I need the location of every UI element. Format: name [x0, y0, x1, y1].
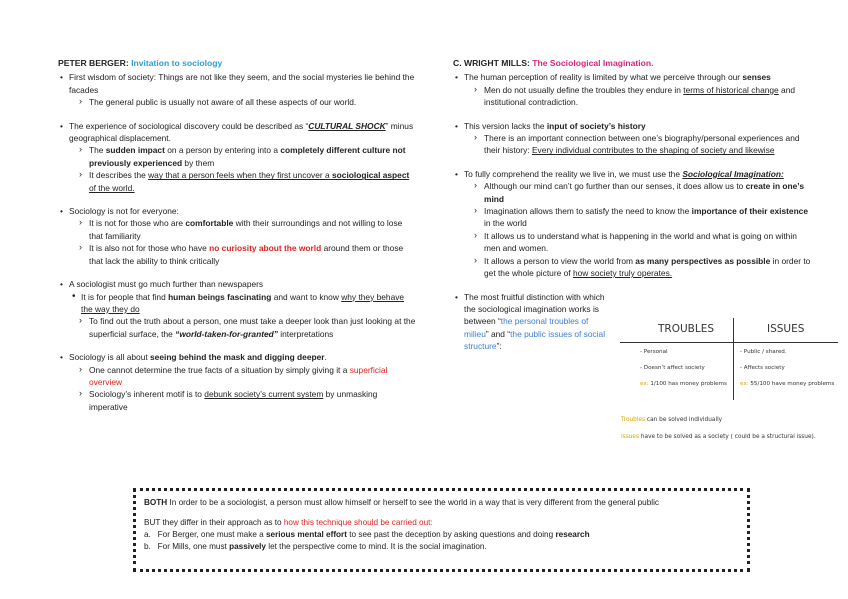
point-a: a. For Berger, one must make a serious mental effort to see past the deception by asking questions and doing research	[144, 530, 590, 539]
list-item: › Although our mind can’t go further than our senses, it does allow us to create in one’s mind	[453, 180, 811, 205]
list-item: • This version lacks the input of society’s history	[453, 120, 811, 132]
mills-section	[453, 57, 811, 353]
troubles-header: TROUBLES	[658, 323, 715, 335]
mills-title: C. WRIGHT MILLS: The Sociological Imagination.	[453, 58, 654, 68]
list-item: • To fully comprehend the reality we live in, we must use the Sociological Imagination:	[453, 168, 811, 180]
list-item: • The experience of sociological discovery could be described as “CULTURAL SHOCK” minus geographical displacement.	[58, 120, 416, 145]
table-divider	[733, 318, 734, 400]
list-item: • Sociology is not for everyone:	[58, 205, 416, 217]
list-item: › It is not for those who are comfortable with their surroundings and not willing to lose that familiarity	[58, 217, 416, 242]
list-item: › It allows a person to view the world from as many perspectives as possible in order to get the whole picture of how society truly operates.	[453, 255, 811, 280]
issues-item: - Public / shared.	[740, 349, 787, 355]
berger-title: PETER BERGER: Invitation to sociology	[58, 58, 223, 68]
list-item: › To find out the truth about a person, one must take a deeper look than just looking at the superficial surface, the “world-taken-for-granted” interpretations	[58, 315, 416, 340]
list-item: › There is an important connection between one’s biography/personal experiences and their history: Every individual contributes to the shaping of society and likewise	[453, 132, 811, 157]
comparison-box	[133, 488, 750, 572]
list-item: • It is for people that find human beings fascinating and want to know why they behave the way they do	[58, 291, 416, 316]
list-item: • The most fruitful distinction with which the sociological imagination works is between “the personal troubles of milieu” and “the public issues of social structure”:	[453, 291, 611, 353]
issues-item: - Affects society	[740, 365, 785, 371]
list-item: › Imagination allows them to satisfy the need to know the importance of their existence in the world	[453, 205, 811, 230]
troubles-item: - Doesn’t affect society	[640, 365, 705, 371]
berger-book-title: Invitation to sociology	[131, 58, 223, 68]
list-item: • Sociology is all about seeing behind the mask and digging deeper.	[58, 351, 416, 363]
list-item: › The general public is usually not aware of all these aspects of our world.	[58, 96, 416, 108]
troubles-example: ex: 1/100 has money problems	[640, 381, 727, 387]
troubles-issues-table	[612, 318, 838, 406]
list-item: • The human perception of reality is limited by what we perceive through our senses	[453, 71, 811, 83]
both-line: BOTH In order to be a sociologist, a person must allow himself or herself to see the world in a way that is very different from the general public	[144, 498, 660, 507]
list-item: › The sudden impact on a person by entering into a completely different culture not previously experienced by them	[58, 144, 416, 169]
list-item: › It describes the way that a person feels when they first uncover a sociological aspect of the world.	[58, 169, 416, 194]
mills-book-title: The Sociological Imagination.	[532, 58, 654, 68]
troubles-item: - Personal	[640, 349, 668, 355]
troubles-note: Troubles can be solved individually	[621, 417, 723, 423]
issues-header: ISSUES	[767, 323, 805, 335]
list-item: • First wisdom of society: Things are not like they seem, and the social mysteries lie behind the facades	[58, 71, 416, 96]
but-line: BUT they differ in their approach as to how this technique should be carried out:	[144, 518, 433, 527]
issues-example: ex: 55/100 have money problems	[740, 381, 835, 387]
berger-section	[58, 57, 416, 413]
issues-note: Issues have to be solved as a society ( could be a structural issue).	[621, 434, 816, 440]
table-divider	[620, 342, 838, 343]
point-b: b. For Mills, one must passively let the perspective come to mind. It is the social imagination.	[144, 542, 487, 551]
list-item: › Men do not usually define the troubles they endure in terms of historical change and institutional contradiction.	[453, 84, 811, 109]
list-item: › One cannot determine the true facts of a situation by simply giving it a superficial overview	[58, 364, 416, 389]
list-item: › It is also not for those who have no curiosity about the world around them or those that lack the ability to think critically	[58, 242, 416, 267]
list-item: › Sociology’s inherent motif is to debunk society’s current system by unmasking imperative	[58, 388, 416, 413]
list-item: › It allows us to understand what is happening in the world and what is going on within men and women.	[453, 230, 811, 255]
list-item: • A sociologist must go much further than newspapers	[58, 278, 416, 290]
